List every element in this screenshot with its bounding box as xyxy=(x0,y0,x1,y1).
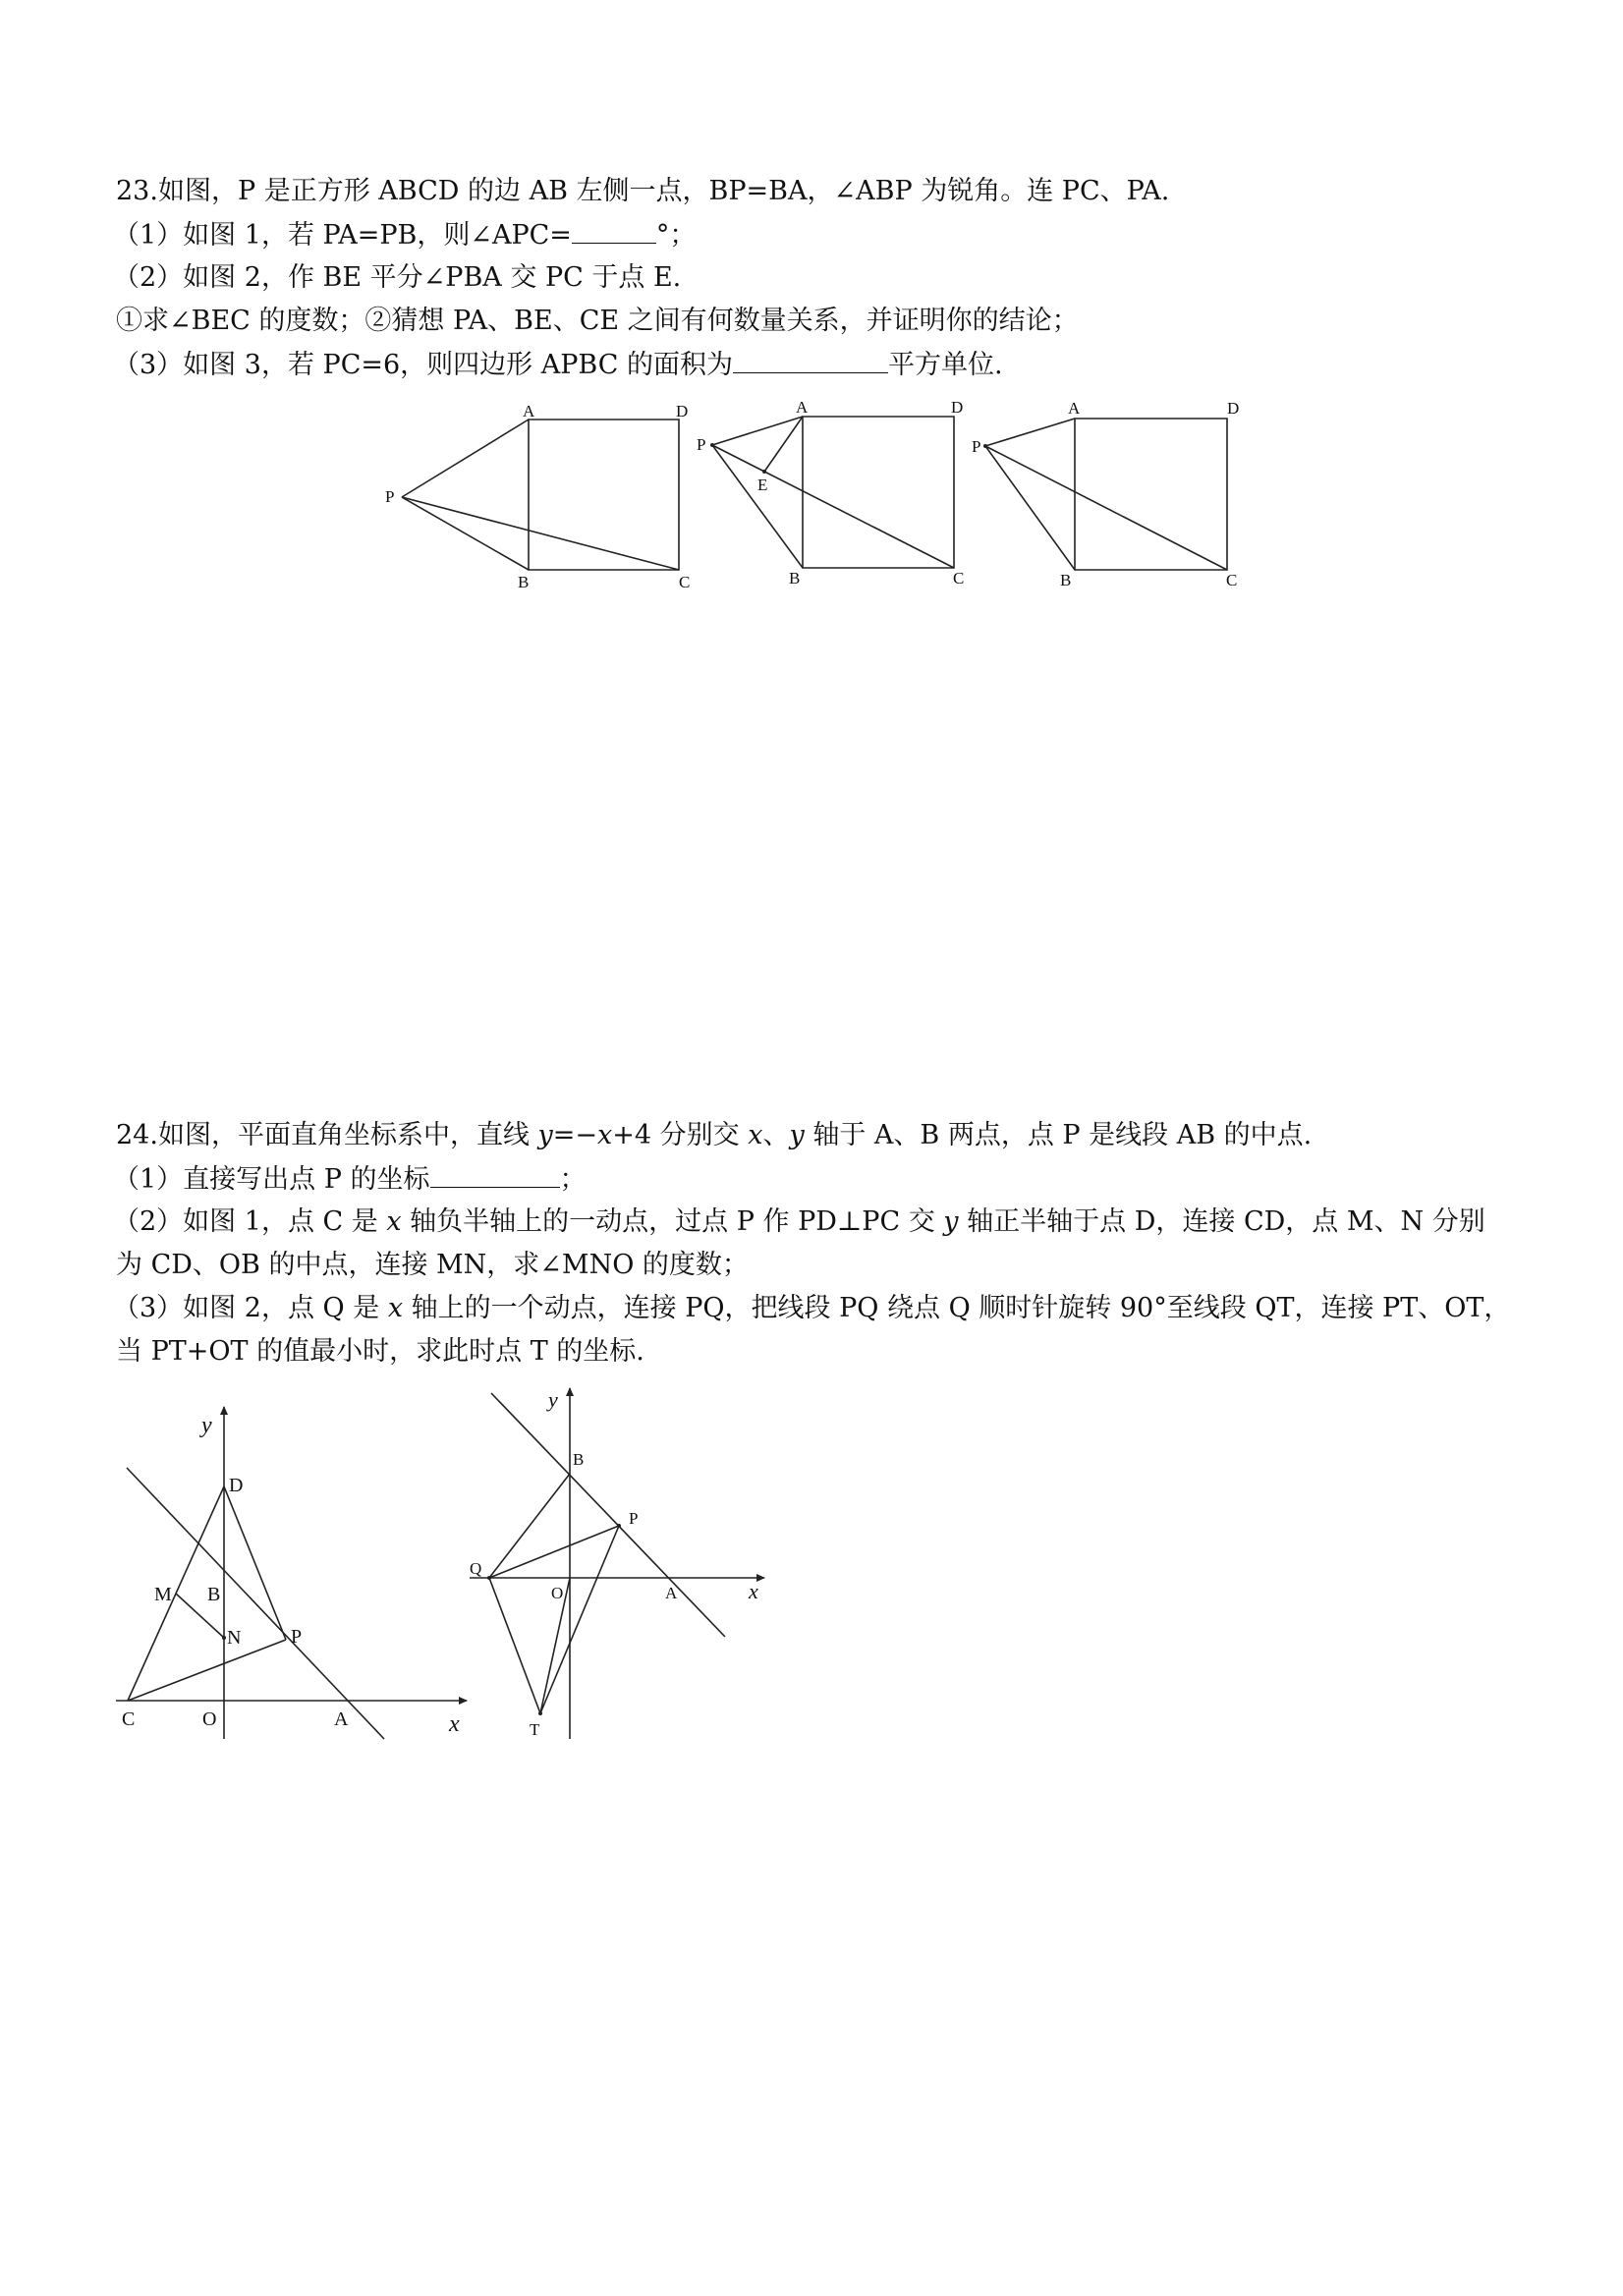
point-label-t: T xyxy=(530,1720,540,1739)
point-label-a: A xyxy=(334,1708,349,1730)
point-label-b: B xyxy=(207,1584,221,1605)
point-label-b: B xyxy=(789,569,801,588)
q23-figure-1 xyxy=(373,393,707,599)
point-p-dot xyxy=(617,1524,621,1528)
point-label-a: A xyxy=(1068,399,1081,418)
segment-dp xyxy=(224,1486,286,1640)
point-label-c: C xyxy=(1226,571,1238,589)
point-label-a: A xyxy=(796,398,809,417)
point-label-n: N xyxy=(227,1627,242,1649)
q23-part1: （1）如图 1，若 PA=PB，则∠APC= °； xyxy=(113,217,696,253)
point-t-dot xyxy=(538,1711,542,1715)
q23-intro: 23.如图，P 是正方形 ABCD 的边 AB 左侧一点，BP=BA，∠ABP 为锐角。连 PC、PA. xyxy=(116,176,1170,206)
segment-pb xyxy=(712,445,803,568)
q24-part2: （2）如图 1，点 C 是 x 轴负半轴上的一动点，过点 P 作 PD⊥PC 交 y 轴正半轴于点 D，连接 CD，点 M、N 分别 xyxy=(113,1206,1485,1237)
point-label-a: A xyxy=(523,402,535,420)
point-label-b: B xyxy=(1060,571,1072,589)
segment-pa xyxy=(985,419,1075,446)
segment-qt xyxy=(489,1578,540,1713)
point-label-d: D xyxy=(676,402,689,420)
segment-pb xyxy=(402,497,529,570)
point-label-b: B xyxy=(518,573,530,591)
point-label-p: P xyxy=(385,487,395,506)
q24-intro: 24.如图，平面直角坐标系中，直线 y=−x+4 分别交 x、y 轴于 A、B 两点，点 P 是线段 AB 的中点. xyxy=(116,1120,1313,1150)
segment-pa xyxy=(712,417,803,445)
point-label-o: O xyxy=(202,1708,217,1730)
q24-part2-line2: 为 CD、OB 的中点，连接 MN，求∠MNO 的度数； xyxy=(116,1250,749,1280)
point-label-o: O xyxy=(551,1584,564,1602)
q24-figure-2 xyxy=(462,1375,786,1749)
point-q-dot xyxy=(487,1576,491,1580)
point-label-c: C xyxy=(122,1708,136,1730)
point-label-p: P xyxy=(972,437,981,456)
point-label-d: D xyxy=(229,1475,244,1496)
line-ab xyxy=(491,1393,725,1637)
point-label-p: P xyxy=(629,1509,639,1528)
q23-part3: （3）如图 3，若 PC=6，则四边形 APBC 的面积为 平方单位. xyxy=(113,347,1003,383)
point-label-p: P xyxy=(697,435,706,454)
q24-part3: （3）如图 2，点 Q 是 x 轴上的一个动点，连接 PQ，把线段 PQ 绕点 Q 顺时针旋转 90°至线段 QT，连接 PT、OT， xyxy=(113,1293,1511,1323)
segment-pc xyxy=(712,445,954,568)
q24-figure-1 xyxy=(108,1395,481,1749)
point-label-d: D xyxy=(951,398,964,417)
point-label-c: C xyxy=(679,573,691,591)
point-label-p: P xyxy=(291,1626,303,1648)
answer-blank[interactable] xyxy=(430,1161,560,1188)
q23-figure-2 xyxy=(688,393,982,599)
segment-pc xyxy=(985,446,1227,570)
axis-label-x: x xyxy=(449,1711,460,1737)
point-p-dot xyxy=(983,444,987,448)
answer-blank[interactable] xyxy=(733,347,888,373)
point-p-dot xyxy=(710,443,714,447)
point-n-dot xyxy=(222,1636,226,1640)
square-abcd xyxy=(803,417,954,568)
segment-tp xyxy=(540,1526,619,1713)
segment-pa xyxy=(402,420,529,497)
point-label-a: A xyxy=(665,1584,678,1602)
axis-label-y: y xyxy=(548,1387,558,1412)
point-label-q: Q xyxy=(470,1559,482,1578)
q23-figure-3 xyxy=(958,393,1253,599)
q24-part3-line2: 当 PT+OT 的值最小时，求此时点 T 的坐标. xyxy=(116,1336,644,1367)
axis-label-y: y xyxy=(201,1413,212,1438)
point-label-d: D xyxy=(1227,399,1240,418)
point-label-m: M xyxy=(154,1584,172,1605)
segment-pb xyxy=(985,446,1075,570)
point-label-b: B xyxy=(573,1450,585,1469)
answer-blank[interactable] xyxy=(572,217,656,244)
q23-part2-sub: ①求∠BEC 的度数；②猜想 PA、BE、CE 之间有何数量关系，并证明你的结论； xyxy=(116,306,1079,336)
point-label-e: E xyxy=(757,476,768,494)
segment-pc xyxy=(402,497,679,570)
square-abcd xyxy=(1075,419,1227,570)
point-e-dot xyxy=(762,470,766,474)
q23-part2: （2）如图 2，作 BE 平分∠PBA 交 PC 于点 E. xyxy=(113,262,682,293)
axis-label-x: x xyxy=(749,1579,758,1603)
segment-be xyxy=(764,417,803,472)
q24-part1: （1）直接写出点 P 的坐标 ； xyxy=(113,1161,587,1198)
point-label-c: C xyxy=(953,569,965,588)
square-abcd xyxy=(529,420,679,570)
